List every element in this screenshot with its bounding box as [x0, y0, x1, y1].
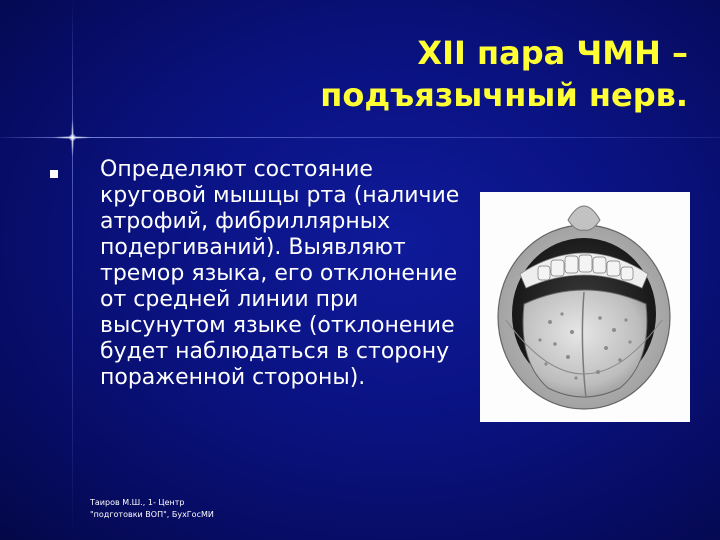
- slide-title: [128, 32, 688, 116]
- slide-title-line2: подъязычный нерв.: [320, 76, 688, 114]
- tongue-illustration-svg: [480, 192, 690, 422]
- bullet-icon: [50, 170, 58, 178]
- tongue-illustration-icon: [480, 192, 690, 422]
- sparkle-icon: [69, 134, 76, 141]
- footer-credit: [90, 497, 340, 521]
- body-paragraph: Определяют состояние круговой мышцы рта (наличие атрофий, фибриллярных подергиваний). Выявляют тремор языка, его отклонение от средней линии при высунутом языке (отклонение будет наблюдаться в сторону пораженной стороны).: [100, 157, 460, 390]
- footer-line2: "подготовки ВОП", БухГосМИ: [90, 510, 214, 519]
- decorative-horizontal-line: [0, 137, 720, 138]
- decorative-vertical-line: [72, 0, 73, 540]
- footer-line1: Таиров М.Ш., 1- Центр: [90, 498, 185, 507]
- slide-title-line1: XII пара ЧМН –: [417, 34, 688, 72]
